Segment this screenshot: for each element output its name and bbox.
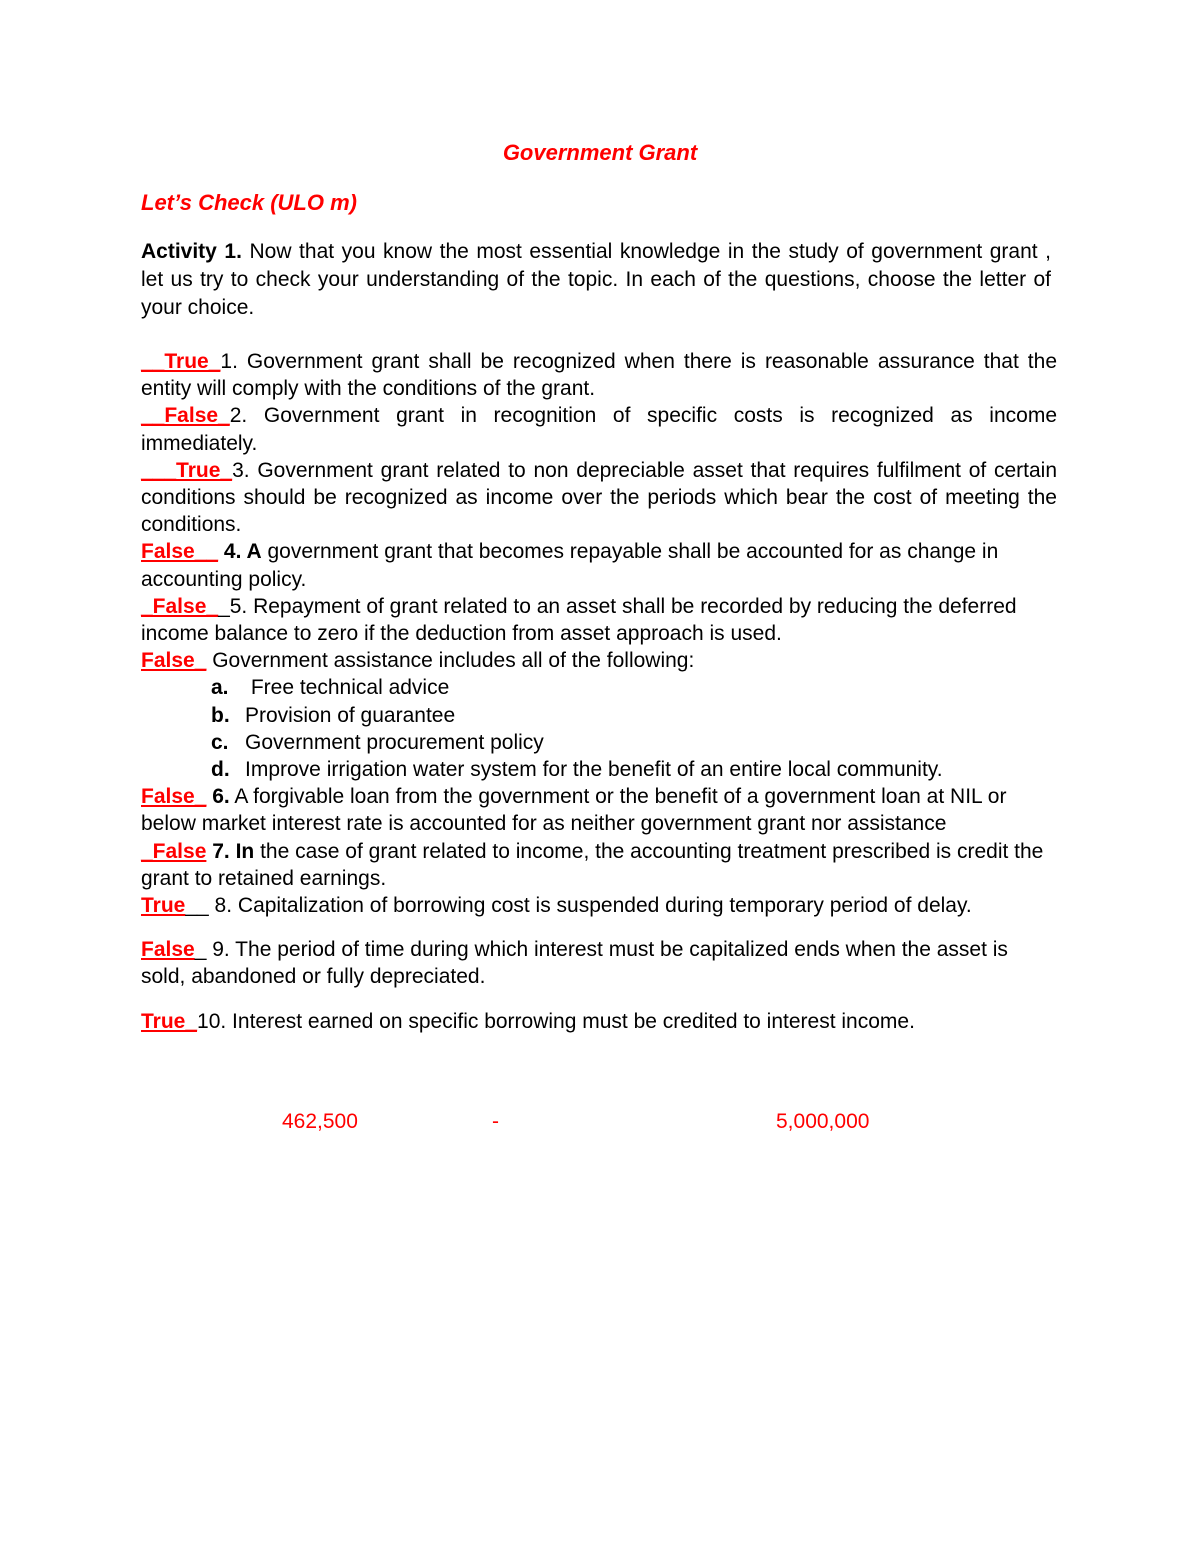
answer-1: __True_ xyxy=(141,350,221,373)
choice-d xyxy=(141,756,1057,783)
question-list xyxy=(141,348,1057,1035)
question-item-7 xyxy=(141,838,1057,892)
page-title: Government Grant xyxy=(502,140,698,165)
question-text-7: the case of grant related to income, the accounting treatment prescribed is credit the grant to retained earnings. xyxy=(141,839,1044,890)
question-item-assistance xyxy=(141,647,1057,674)
question-text-6: A forgivable loan from the government or the benefit of a government loan at NIL or below market interest rate is accounted for as neither government grant nor assistance xyxy=(141,785,1007,836)
question-text-1: 1. Government grant shall be recognized when there is reasonable assurance that the entity will comply with the conditions of the grant. xyxy=(141,350,1057,401)
answer-assistance: False_ xyxy=(141,649,207,673)
question-item-3 xyxy=(141,457,1057,539)
amount-value: 462,500 xyxy=(282,1110,358,1133)
question-item-6 xyxy=(141,783,1057,837)
activity-label: Activity 1. xyxy=(141,240,242,263)
question-text-assistance: Government assistance includes all of the following: xyxy=(206,649,695,673)
question-lead-4: 4. A xyxy=(218,540,262,564)
question-text-5: _5. Repayment of grant related to an asset shall be recorded by reducing the deferred income balance to zero if the deduction from asset approach is used. xyxy=(141,594,1017,646)
answer-8: True xyxy=(141,894,186,918)
question-lead-6: 6. xyxy=(206,785,230,809)
answer-7: _False xyxy=(141,839,207,863)
question-item-2 xyxy=(141,402,1057,456)
choice-letter: b. xyxy=(211,703,230,727)
answer-3: ___True_ xyxy=(141,458,233,482)
amount-dash: - xyxy=(492,1110,499,1133)
answer-9: False xyxy=(141,938,195,962)
choice-text: Free technical advice xyxy=(245,676,450,700)
question-item-5 xyxy=(141,593,1057,647)
answer-6: False_ xyxy=(141,785,207,809)
question-text-8: __ 8. Capitalization of borrowing cost is suspended during temporary period of delay. xyxy=(185,894,972,918)
choice-c xyxy=(141,729,1057,756)
choice-text: Provision of guarantee xyxy=(245,703,456,727)
amount-total: 5,000,000 xyxy=(776,1110,870,1133)
choice-b xyxy=(141,702,1057,729)
choice-list xyxy=(141,674,1057,783)
question-text-2: 2. Government grant in recognition of specific costs is recognized as income immediately. xyxy=(141,404,1057,455)
question-item-4 xyxy=(141,538,1057,592)
question-item-10 xyxy=(141,1008,1057,1035)
section-subtitle: Let’s Check (ULO m) xyxy=(141,190,357,215)
question-text-4: government grant that becomes repayable shall be accounted for as change in accounting policy. xyxy=(141,540,999,591)
question-text-3: 3. Government grant related to non depreciable asset that requires fulfilment of certain conditions should be recognized as income over the periods which bear the cost of meeting the conditions. xyxy=(141,458,1057,537)
activity-intro xyxy=(141,238,1051,322)
answer-10: True_ xyxy=(141,1009,198,1033)
question-text-9: _ 9. The period of time during which interest must be capitalized ends when the asset is sold, abandoned or fully depreciated. xyxy=(141,938,1008,989)
choice-letter: a. xyxy=(211,676,229,700)
answer-2: __False_ xyxy=(141,404,230,428)
question-lead-7: 7. In xyxy=(206,839,255,863)
choice-text: Improve irrigation water system for the benefit of an entire local community. xyxy=(245,758,943,782)
choice-letter: c. xyxy=(211,730,229,754)
answer-4: False__ xyxy=(141,540,219,564)
question-text-10: 10. Interest earned on specific borrowing must be credited to interest income. xyxy=(197,1009,915,1033)
answer-5: _False_ xyxy=(141,594,219,618)
choice-a xyxy=(141,674,1057,701)
question-item-8 xyxy=(141,892,1057,919)
question-item-9 xyxy=(141,936,1057,990)
choice-letter: d. xyxy=(211,758,230,782)
choice-text: Government procurement policy xyxy=(245,730,544,754)
question-item-1 xyxy=(141,348,1057,402)
activity-text: Now that you know the most essential knowledge in the study of government grant , let us try to check your understanding of the topic. In each of the questions, choose the letter of your choice. xyxy=(141,240,1051,319)
